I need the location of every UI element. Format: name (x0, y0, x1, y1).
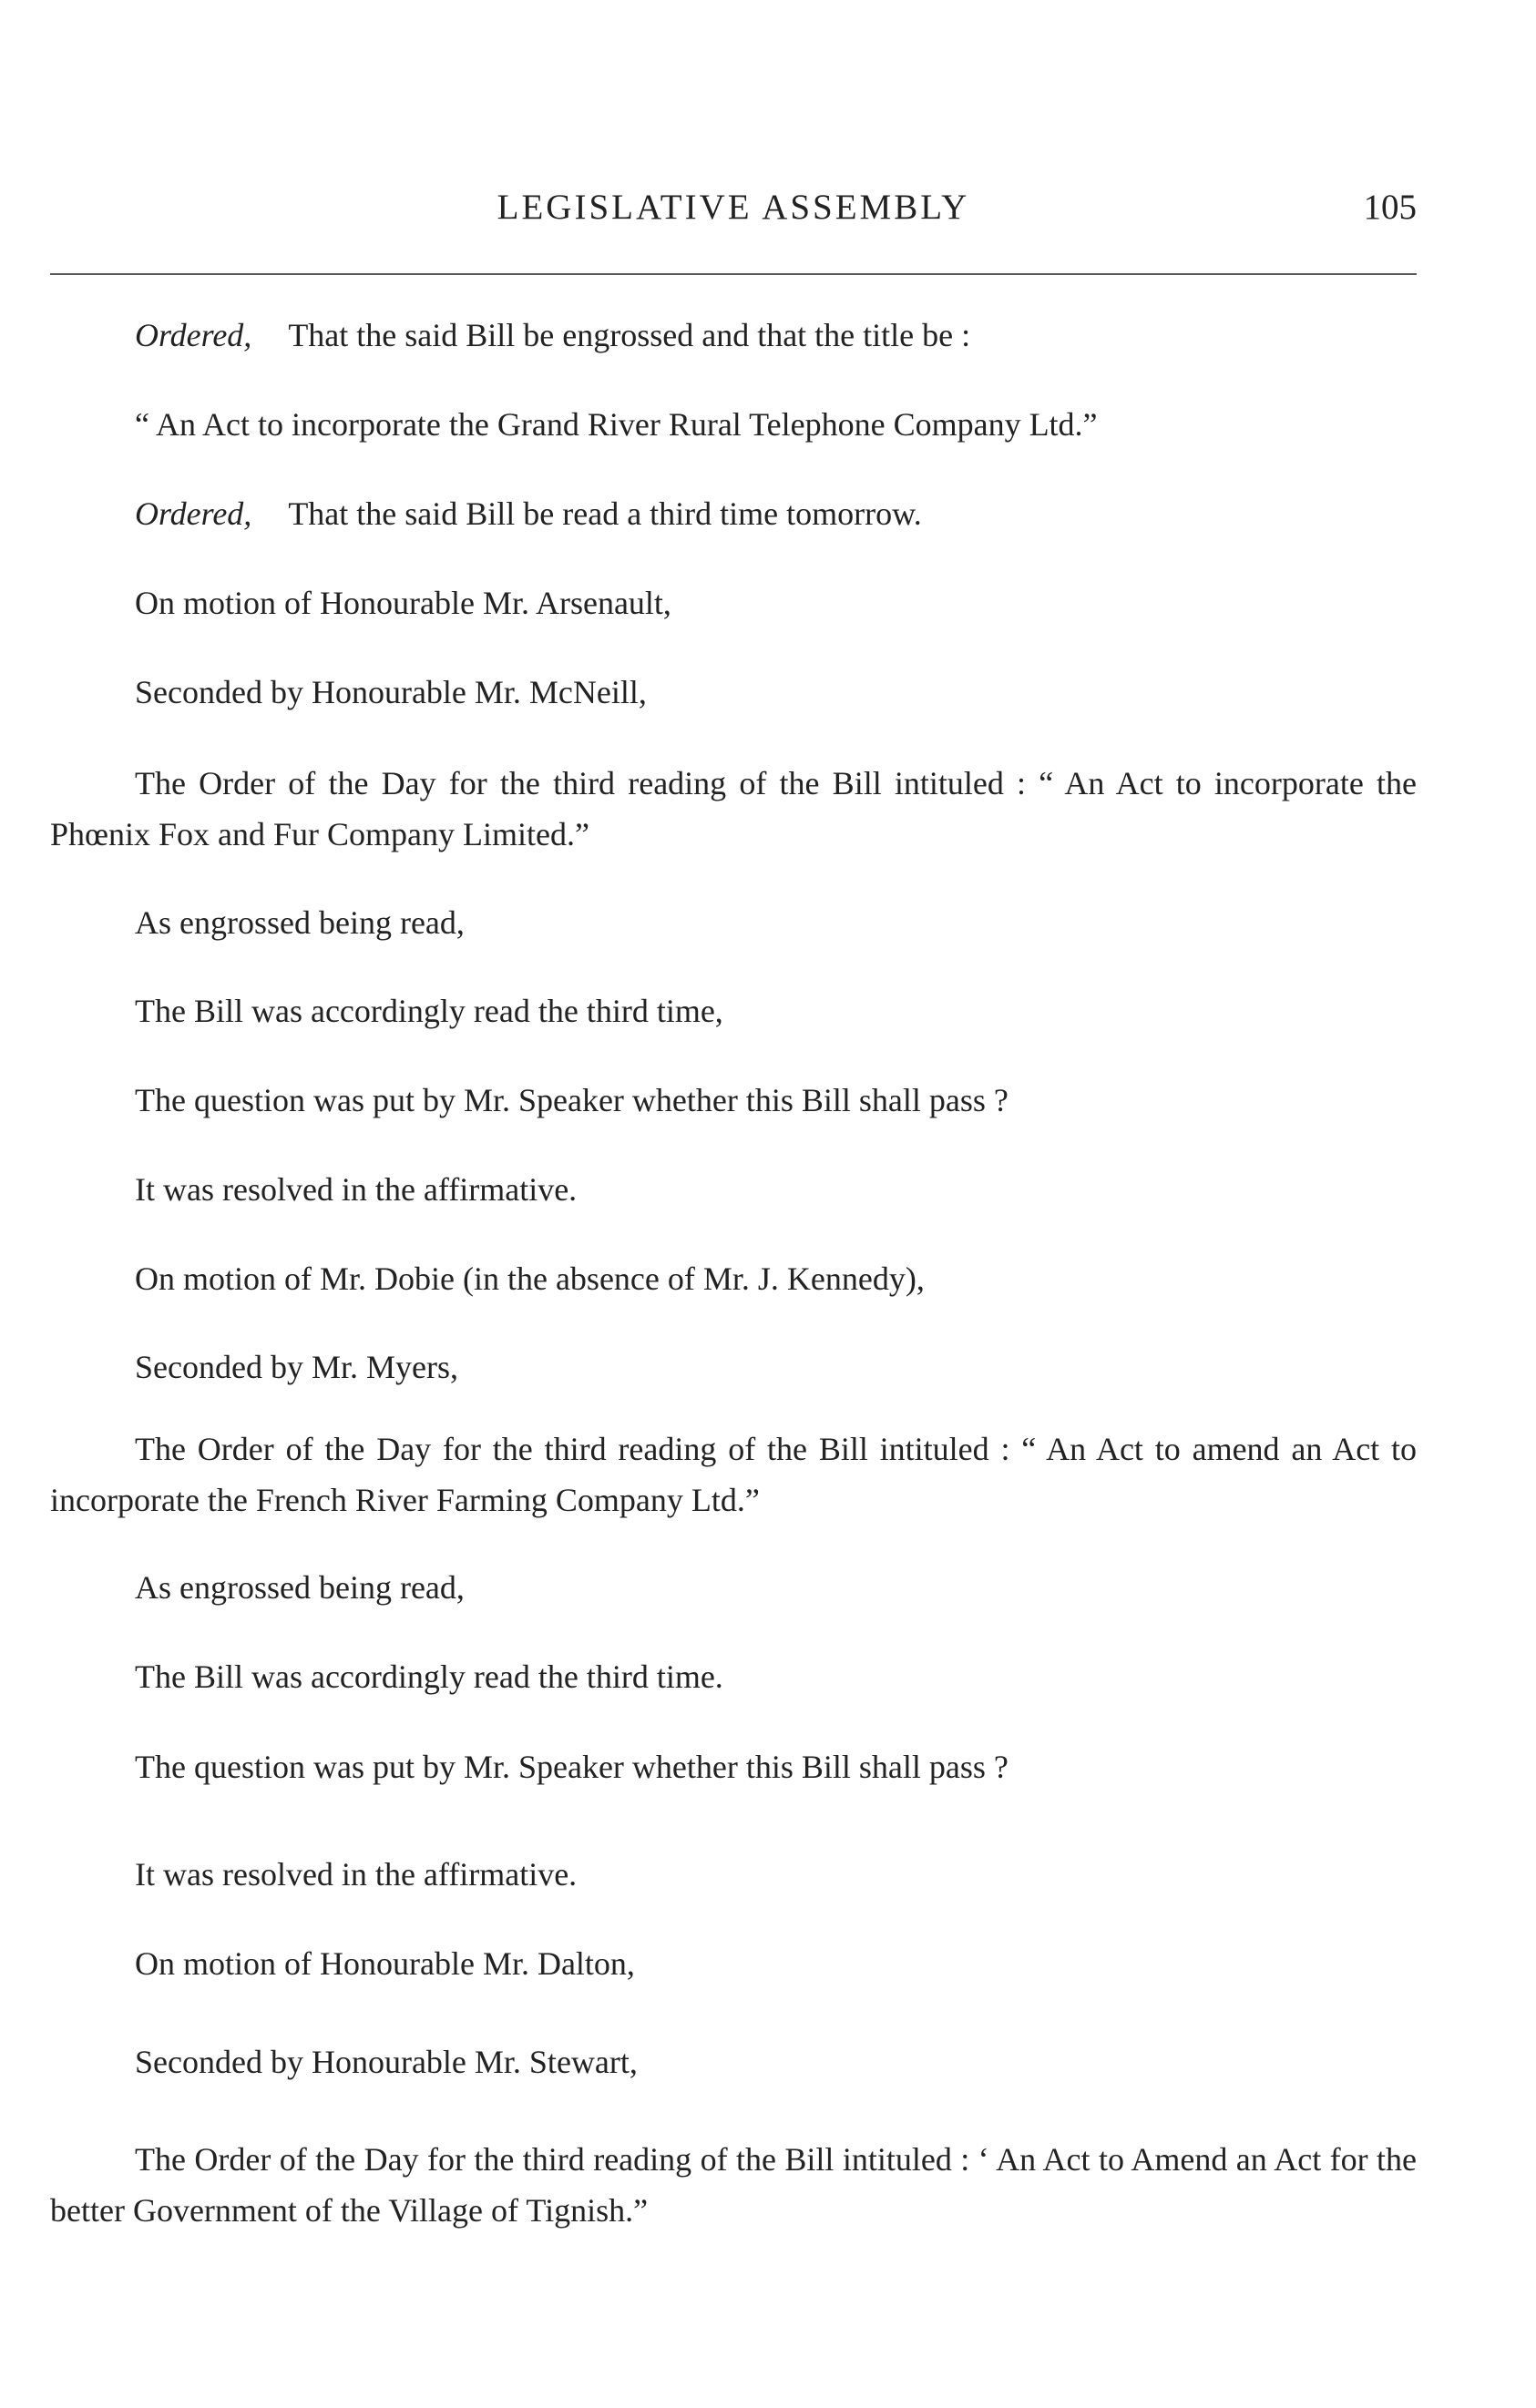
paragraph (50, 667, 1417, 718)
paragraph-lead: Ordered, (135, 317, 252, 353)
paragraph-text: On motion of Honourable Mr. Arsenault, (135, 585, 671, 621)
paragraph (50, 488, 1417, 539)
paragraph-text: On motion of Honourable Mr. Dalton, (135, 1945, 635, 1982)
paragraph-text: As engrossed being read, (135, 1569, 465, 1606)
paragraph-text: The Bill was accordingly read the third time, (135, 993, 723, 1029)
paragraph (50, 399, 1417, 450)
paragraph-text: Seconded by Mr. Myers, (135, 1349, 458, 1385)
paragraph (50, 758, 1417, 860)
page-number: 105 (1363, 188, 1417, 227)
paragraph (50, 1075, 1417, 1126)
paragraph-text: Seconded by Honourable Mr. McNeill, (135, 674, 647, 710)
paragraph-text: As engrossed being read, (135, 904, 465, 941)
paragraph-text: The Bill was accordingly read the third time. (135, 1658, 723, 1695)
paragraph (50, 310, 1417, 361)
paragraph (50, 1849, 1417, 1900)
paragraph (50, 1938, 1417, 1989)
paragraph-lead: Ordered, (135, 495, 252, 532)
paragraph-text: It was resolved in the affirmative. (135, 1856, 578, 1893)
paragraph (50, 2036, 1417, 2087)
paragraph (50, 985, 1417, 1036)
page-header (50, 187, 1417, 241)
paragraph-text: The Order of the Day for the third reading of the Bill intituled : “ An Act to amend an Act to incorporate the French River Farming Company Ltd.” (50, 1431, 1417, 1518)
paragraph-text: “ An Act to incorporate the Grand River Rural Telephone Company Ltd.” (135, 406, 1098, 443)
paragraph (50, 577, 1417, 628)
paragraph-text: It was resolved in the affirmative. (135, 1171, 578, 1208)
paragraph (50, 1423, 1417, 1525)
paragraph (50, 1253, 1417, 1304)
paragraph (50, 1562, 1417, 1613)
header-rule (50, 273, 1417, 275)
paragraph (50, 2134, 1417, 2236)
paragraph-text: That the said Bill be read a third time tomorrow. (288, 495, 922, 532)
paragraph (50, 1651, 1417, 1702)
running-head: LEGISLATIVE ASSEMBLY (497, 188, 970, 227)
paragraph (50, 1164, 1417, 1215)
paragraph-text: The question was put by Mr. Speaker whether this Bill shall pass ? (135, 1749, 1009, 1785)
paragraph (50, 897, 1417, 948)
paragraph-text: The Order of the Day for the third reading of the Bill intituled : “ An Act to incorporate the Phœnix Fox and Fur Company Limited.” (50, 765, 1417, 852)
paragraph-text: On motion of Mr. Dobie (in the absence of Mr. J. Kennedy), (135, 1260, 925, 1297)
paragraph-text: Seconded by Honourable Mr. Stewart, (135, 2044, 638, 2080)
paragraph (50, 1342, 1417, 1393)
paragraph-text: That the said Bill be engrossed and that the title be : (288, 317, 971, 353)
paragraph (50, 1741, 1417, 1792)
paragraph-text: The question was put by Mr. Speaker whether this Bill shall pass ? (135, 1082, 1009, 1118)
paragraph-text: The Order of the Day for the third reading of the Bill intituled : ‘ An Act to Amend an Act for the better Government of the Village of Tignish.” (50, 2141, 1417, 2229)
